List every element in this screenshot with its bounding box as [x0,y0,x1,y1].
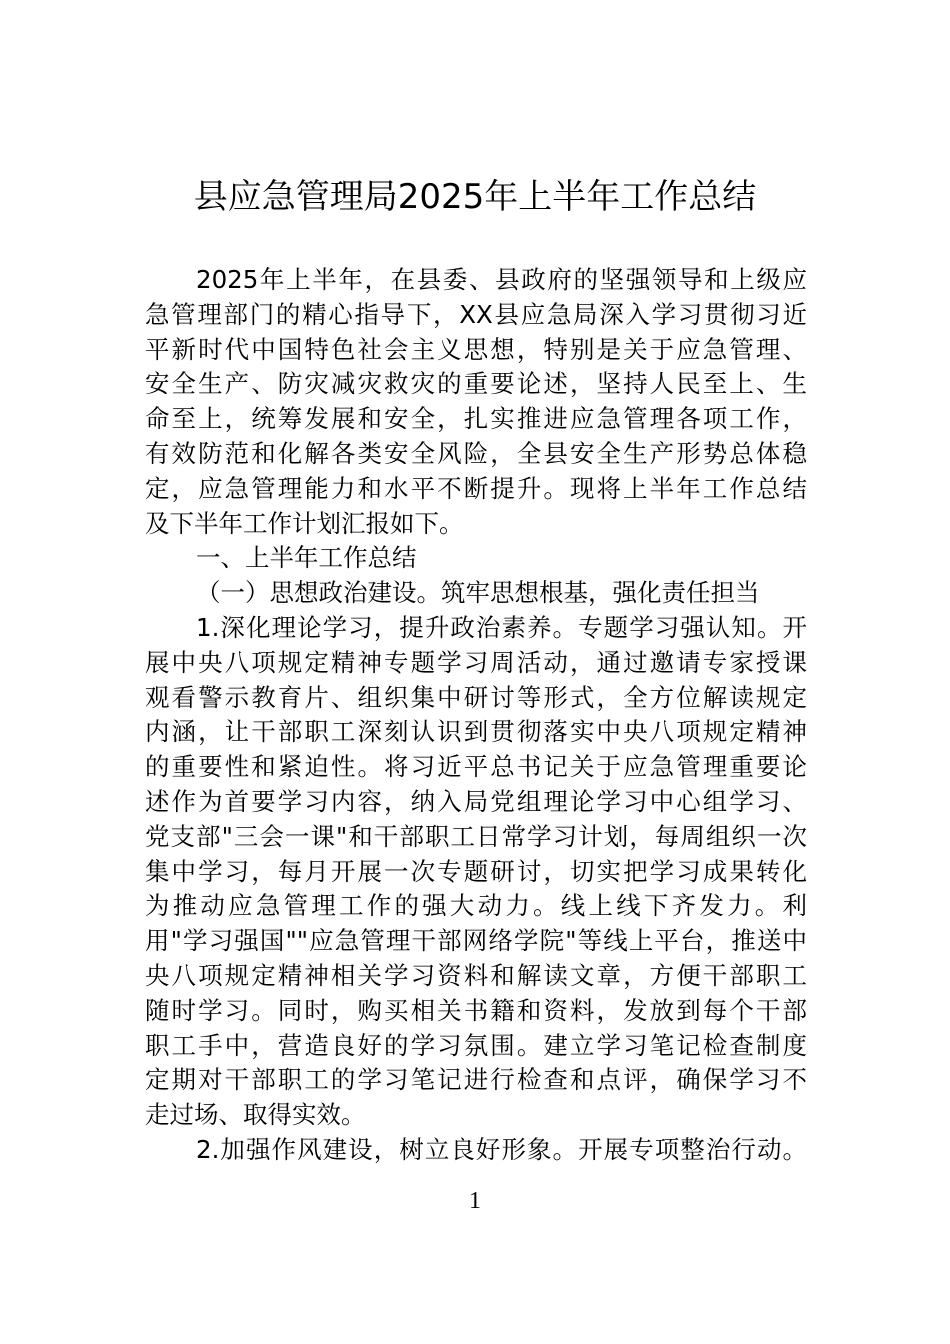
text-line: 职工手中，营造良好的学习氛围。建立学习笔记检查制度 [145,1030,807,1060]
text-line: 有效防范和化解各类安全风险，全县安全生产形势总体稳 [145,438,807,468]
document-body [145,263,807,1168]
text-line: 内涵，让干部职工深刻认识到贯彻落实中央八项规定精神 [145,717,807,747]
text-line: 及下半年工作计划汇报如下。 [145,508,464,538]
text-line: 定期对干部职工的学习笔记进行检查和点评，确保学习不 [145,1065,807,1095]
text-line: 一、上半年工作总结 [196,543,417,573]
page-number: 1 [469,1188,481,1214]
text-line: 观看警示教育片、组织集中研讨等形式，全方位解读规定 [145,682,807,712]
text-line: 走过场、取得实效。 [145,1100,366,1130]
text-line: 安全生产、防灾减灾救灾的重要论述，坚持人民至上、生 [145,369,807,399]
text-line: 急管理部门的精心指导下，XX县应急局深入学习贯彻习近 [145,299,807,329]
text-line: （一）思想政治建设。筑牢思想根基，强化责任担当 [196,578,760,608]
text-line: 述作为首要学习内容，纳入局党组理论学习中心组学习、 [145,786,807,816]
text-line: 1.深化理论学习，提升政治素养。专题学习强认知。开 [196,612,807,642]
document-title: 县应急管理局2025年上半年工作总结 [193,177,757,217]
text-line: 央八项规定精神相关学习资料和解读文章，方便干部职工 [145,960,807,990]
text-line: 2025年上半年，在县委、县政府的坚强领导和上级应 [196,265,807,294]
text-line: 集中学习，每月开展一次专题研讨，切实把学习成果转化 [145,856,807,886]
text-line: 党支部"三会一课"和干部职工日常学习计划，每周组织一次 [145,821,807,851]
text-line: 的重要性和紧迫性。将习近平总书记关于应急管理重要论 [145,752,807,782]
text-line: 2.加强作风建设，树立良好形象。开展专项整治行动。 [196,1134,807,1164]
text-line: 用"学习强国""应急管理干部网络学院"等线上平台，推送中 [145,926,807,956]
text-line: 平新时代中国特色社会主义思想，特别是关于应急管理、 [145,334,807,364]
text-line: 命至上，统筹发展和安全，扎实推进应急管理各项工作， [145,404,807,434]
text-line: 随时学习。同时，购买相关书籍和资料，发放到每个干部 [145,995,807,1025]
text-line: 定，应急管理能力和水平不断提升。现将上半年工作总结 [145,473,807,503]
text-line: 展中央八项规定精神专题学习周活动，通过邀请专家授课 [145,647,807,677]
text-line: 为推动应急管理工作的强大动力。线上线下齐发力。利 [145,891,807,921]
